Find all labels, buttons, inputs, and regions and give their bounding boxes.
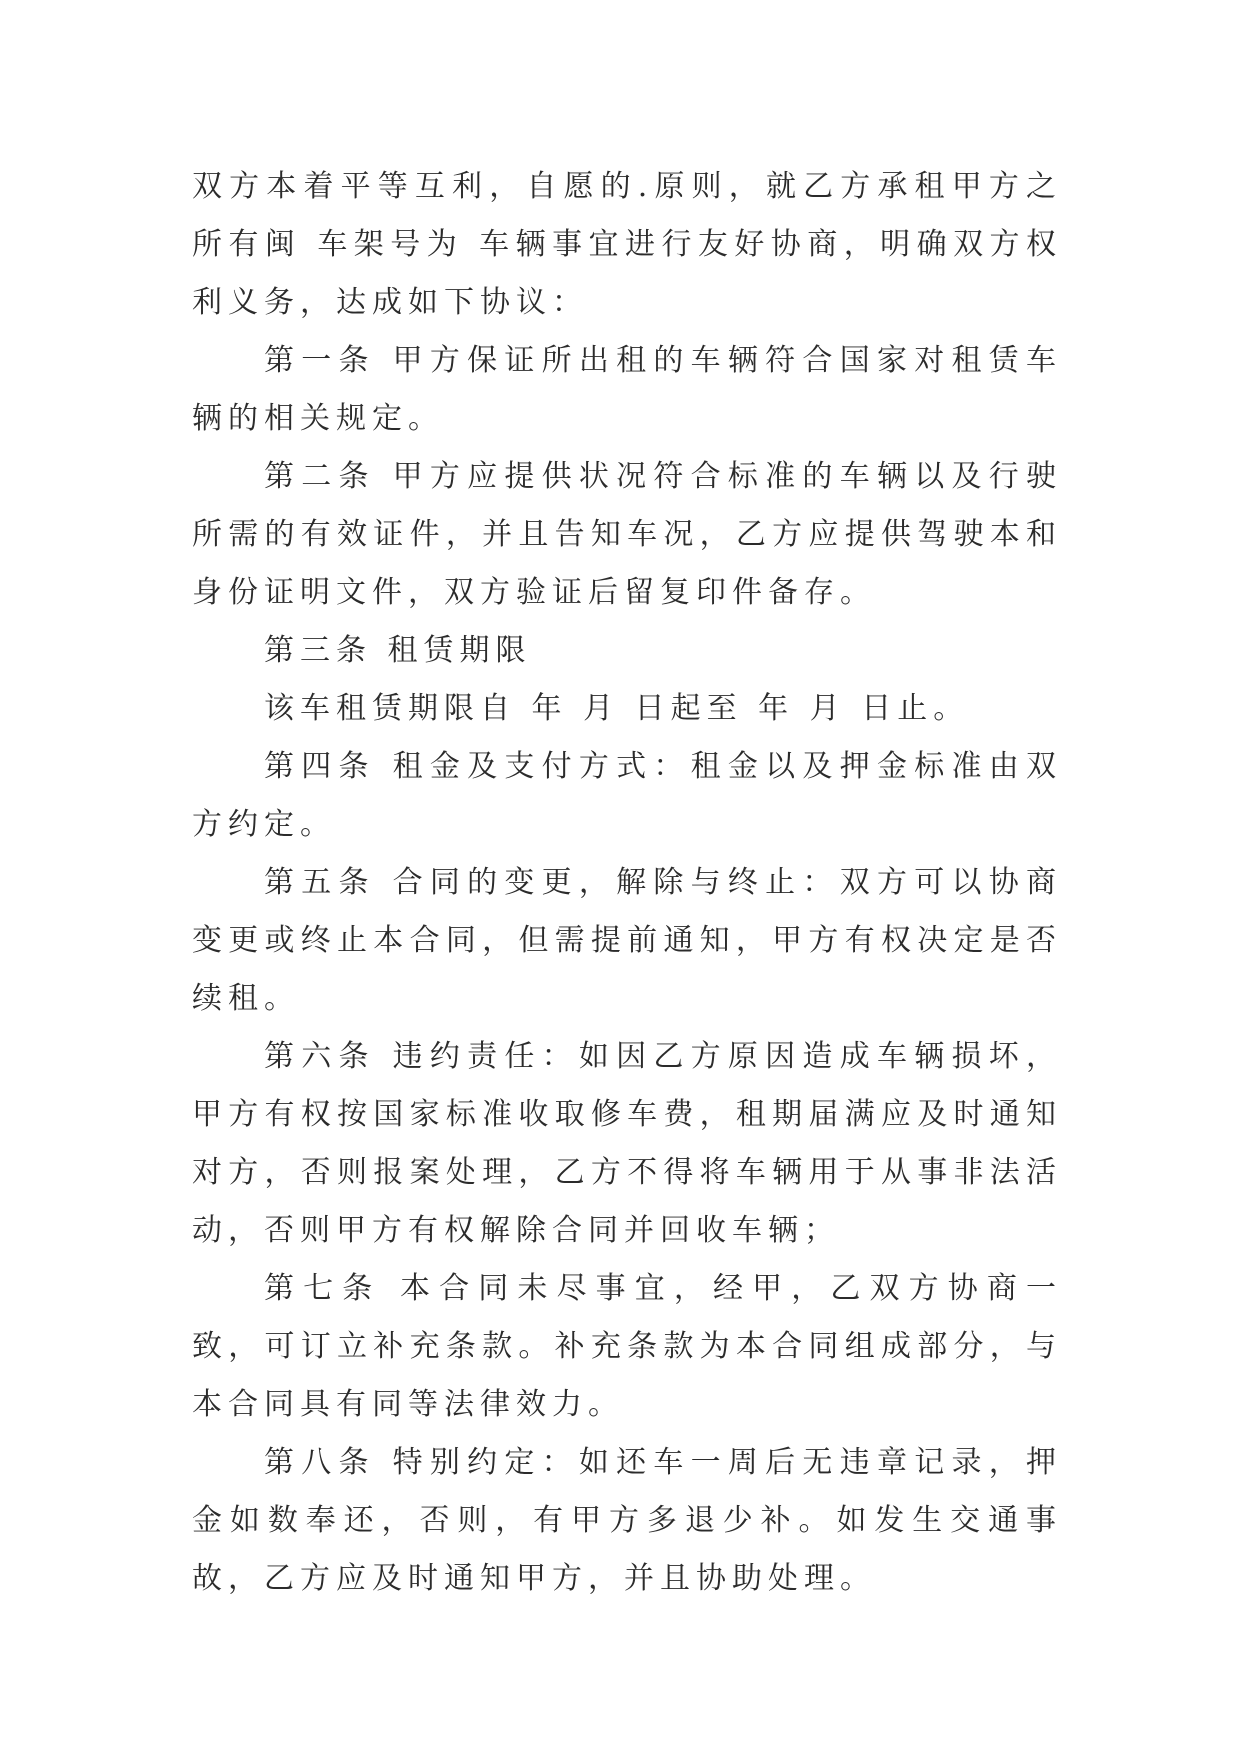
article-7-paragraph: 第七条 本合同未尽事宜，经甲，乙双方协商一致，可订立补充条款。补充条款为本合同组成部分，与本合同具有同等法律效力。: [192, 1271, 1062, 1422]
article-5-paragraph: 第五条 合同的变更，解除与终止：双方可以协商变更或终止本合同，但需提前通知，甲方有权决定是否续租。: [192, 865, 1062, 1016]
document-page: [192, 158, 1062, 1608]
article-1-paragraph: 第一条 甲方保证所出租的车辆符合国家对租赁车辆的相关规定。: [192, 343, 1062, 436]
article-8-paragraph: 第八条 特别约定：如还车一周后无违章记录，押金如数奉还，否则，有甲方多退少补。如发生交通事故，乙方应及时通知甲方，并且协助处理。: [192, 1445, 1062, 1596]
lease-term-paragraph: 该车租赁期限自 年 月 日起至 年 月 日止。: [264, 691, 970, 726]
article-2-paragraph: 第二条 甲方应提供状况符合标准的车辆以及行驶所需的有效证件，并且告知车况，乙方应提供驾驶本和身份证明文件，双方验证后留复印件备存。: [192, 459, 1062, 610]
article-4-paragraph: 第四条 租金及支付方式：租金以及押金标准由双方约定。: [192, 749, 1062, 842]
article-3-heading: 第三条 租赁期限: [264, 633, 532, 668]
intro-paragraph: 双方本着平等互利，自愿的.原则，就乙方承租甲方之所有闽 车架号为 车辆事宜进行友好协商，明确双方权利义务，达成如下协议：: [192, 169, 1062, 320]
article-6-paragraph: 第六条 违约责任：如因乙方原因造成车辆损坏，甲方有权按国家标准收取修车费，租期届满应及时通知对方，否则报案处理，乙方不得将车辆用于从事非法活动，否则甲方有权解除合同并回收车辆；: [192, 1039, 1062, 1248]
